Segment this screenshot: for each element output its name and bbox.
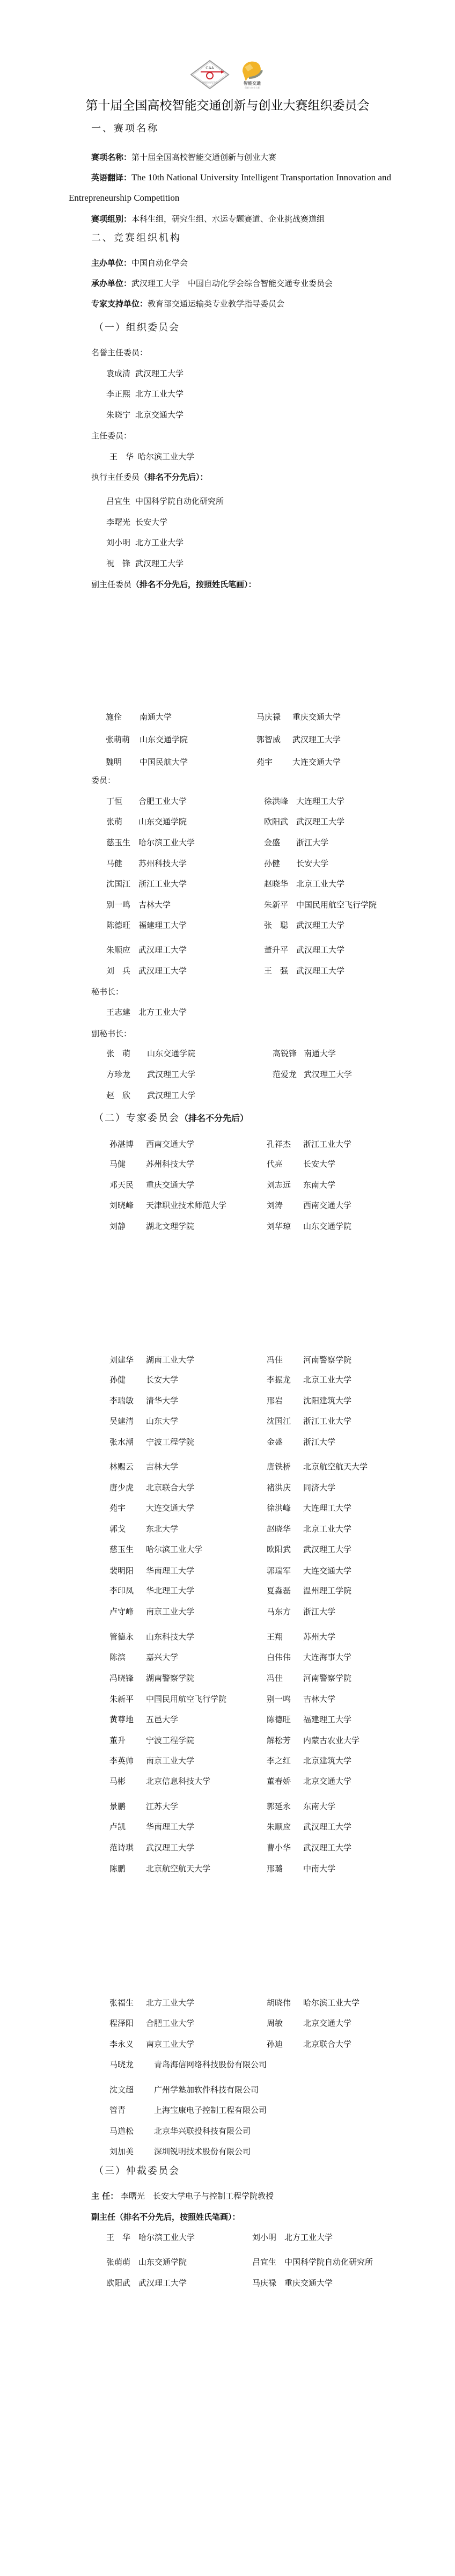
expert-member-org: 同济大学 [303,1483,336,1492]
expert-member-name: 吴建清 [109,1416,134,1426]
committee-member-name: 金盛 [264,838,281,847]
director-label [91,430,131,441]
members-label-text: 委员： [91,775,116,785]
committee-member-name: 董升平 [264,945,289,955]
expert-member-name: 邓天民 [109,1180,134,1190]
deputy-secretary-member-name: 方珍龙 [106,1070,131,1079]
expert-member-name: 马东方 [267,1607,291,1616]
vice-director-member-name: 马庆禄 [256,712,281,722]
vice-director-member-name: 魏明 [106,757,122,767]
expert-member-name: 金盛 [267,1437,283,1447]
expert-member-name: 邢岩 [267,1396,283,1406]
svg-text:CAA: CAA [206,66,214,70]
expert-member-org: 武汉理工大学 [146,1843,195,1853]
expert-member-name: 管德永 [109,1632,134,1642]
committee-member-org: 武汉理工大学 [138,945,187,955]
expert-member-name: 陈鹏 [109,1864,126,1874]
expert-member-org: 大连交通大学 [303,1566,352,1576]
expert-member-org: 苏州大学 [303,1632,336,1642]
field-label: 承办单位： [91,279,132,288]
arbitration-vice-member-name: 张萌萌 [106,2257,131,2267]
expert-member-org: 山东科技大学 [146,1632,195,1642]
expert-member-name: 卢守峰 [109,1607,134,1616]
expert-member-org: 北京联合大学 [146,1483,195,1492]
committee-member-name: 慈玉生 [106,838,131,847]
expert-member-org: 大连海事大学 [303,1652,352,1662]
expert-committee-heading-note: （排名不分先后） [180,1113,249,1123]
expert-company-member-name: 马晓龙 [109,2060,134,2069]
expert-member-org: 湖北文理学院 [146,1221,195,1231]
honorary-member-name: 李正熙 [106,389,131,399]
expert-member-org: 苏州科技大学 [146,1159,195,1169]
expert-member-org: 合肥工业大学 [146,2018,195,2028]
exec-director-label-note: （排名不分先后）： [140,472,208,482]
committee-member-name: 刘 兵 [106,966,131,976]
arbitration-vice-member-name: 吕宜生 [252,2257,277,2267]
committee-member-org: 武汉理工大学 [296,920,345,930]
honorary-director-label: 名誉主任委员： [91,348,148,357]
committee-member-name: 陈德旺 [106,920,131,930]
expert-member-org: 浙江大学 [303,1437,336,1447]
expert-member-name: 郭延永 [267,1802,291,1811]
expert-member-name: 刘华琼 [267,1221,291,1231]
honorary-member-org: 北方工业大学 [135,389,184,399]
arbitration-vice-member-org: 山东交通学院 [138,2257,187,2267]
expert-member-org: 清华大学 [146,1396,179,1406]
expert-member-name: 李之红 [267,1756,291,1766]
org-committee-heading: （一）组织委员会 [94,322,180,333]
exec-director-member-name: 刘小明 [106,538,131,547]
committee-member-org: 合肥工业大学 [138,796,187,806]
expert-member-org: 西南交通大学 [146,1139,195,1149]
arbitration-vice-member-name: 马庆禄 [252,2278,277,2288]
committee-member-org: 山东交通学院 [138,817,187,826]
committee-member-org: 北京工业大学 [296,879,345,889]
exec-director-member-name: 吕宜生 [106,496,131,506]
expert-member-org: 长安大学 [146,1375,179,1385]
expert-member-name: 褚洪庆 [267,1483,291,1492]
expert-member-name: 李瑞敏 [109,1396,134,1406]
expert-member-name: 郭瑞军 [267,1566,291,1576]
expert-member-name: 李永义 [109,2039,134,2049]
expert-member-org: 哈尔滨工业大学 [146,1545,203,1554]
expert-member-org: 湖南工业大学 [146,1355,195,1365]
expert-member-org: 宁波工程学院 [146,1437,195,1447]
members-label [91,774,115,786]
expert-company-member-org: 上海宝康电子控制工程有限公司 [154,2105,267,2115]
field-label: 英语翻译： [91,173,132,182]
vice-director-member-org: 重庆交通大学 [292,712,341,722]
expert-member-org: 中国民用航空飞行学院 [146,1694,227,1704]
vice-director-member-org: 山东交通学院 [140,735,188,744]
logo-group [189,60,275,90]
arbitration-committee-heading-text: （三）仲裁委员会 [94,2165,180,2177]
deputy-secretary-member-name: 赵 欣 [106,1091,131,1100]
committee-member-name: 朱顺应 [106,945,131,955]
expert-company-member-name: 马道松 [109,2126,134,2136]
expert-member-org: 长安大学 [303,1159,336,1169]
expert-member-org: 北京交通大学 [303,2018,352,2028]
deputy-secretary-member-org: 武汉理工大学 [147,1070,196,1079]
deputy-secretary-label-text: 副秘书长： [91,1029,132,1038]
expert-member-org: 中南大学 [303,1864,336,1874]
expert-member-name: 卢凯 [109,1822,126,1832]
expert-member-org: 北京工业大学 [303,1375,352,1385]
arbitration-vice-member-org: 北方工业大学 [284,2233,333,2242]
field-value: 第十届全国高校智能交通创新与创业大赛 [131,152,277,162]
deputy-secretary-member-org: 武汉理工大学 [304,1070,353,1079]
expert-member-name: 程泽阳 [109,2018,134,2028]
exec-director-member-org: 武汉理工大学 [135,559,184,568]
vice-director-member-org: 武汉理工大学 [292,735,341,744]
expert-company-member-org: 广州学塾加软件科技有限公司 [154,2085,259,2095]
expert-member-org: 山东交通学院 [303,1221,352,1231]
field-value: 武汉理工大学 中国自动化学会综合智能交通专业委员会 [131,279,333,288]
expert-member-name: 刘志远 [267,1180,291,1190]
expert-company-member-name: 刘加美 [109,2147,134,2156]
expert-member-org: 大连理工大学 [303,1503,352,1513]
secretary-label-text: 秘书长： [91,987,124,997]
field-value: The 10th National University Intelligent Transportation Innovation and [131,172,391,182]
expert-committee-heading [94,1110,248,1124]
committee-member-org: 武汉理工大学 [296,817,345,826]
vice-director-member-org: 南通大学 [140,712,172,722]
expert-member-name: 欧阳武 [267,1545,291,1554]
expert-member-name: 慈玉生 [109,1545,134,1554]
field-expert-support [91,298,284,309]
vice-director-label [91,579,256,590]
expert-member-org: 南京工业大学 [146,1756,195,1766]
exec-director-member-name: 祝 锋 [106,559,131,568]
vice-director-member-name: 苑宇 [256,757,273,767]
secretary-label [91,986,123,997]
expert-member-name: 张福生 [109,1998,134,2008]
expert-member-name: 刘静 [109,1221,126,1231]
expert-member-org: 华南理工大学 [146,1822,195,1832]
expert-member-org: 北京交通大学 [303,1776,352,1786]
committee-member-org: 浙江工业大学 [138,879,187,889]
director-member-org: 哈尔滨工业大学 [138,452,195,462]
expert-member-name: 裴明阳 [109,1566,134,1576]
expert-member-name: 夏淼磊 [267,1586,291,1596]
expert-member-name: 唐少虎 [109,1483,134,1492]
expert-member-name: 孙迪 [267,2039,283,2049]
secretary-member-org: 北方工业大学 [138,1007,187,1017]
expert-member-name: 代亮 [267,1159,283,1169]
expert-member-org: 重庆交通大学 [146,1180,195,1190]
director-label-text: 主任委员： [91,431,132,441]
deputy-secretary-member-name: 范爱龙 [273,1070,297,1079]
committee-member-org: 福建理工大学 [138,920,187,930]
expert-member-org: 天津职业技术师范大学 [146,1201,227,1210]
field-value: 中国自动化学会 [131,258,188,268]
expert-member-org: 华南理工大学 [146,1566,195,1576]
expert-member-org: 浙江大学 [303,1607,336,1616]
expert-company-member-org: 深圳锐明技术股份有限公司 [154,2147,251,2156]
exec-director-member-org: 北方工业大学 [135,538,184,547]
expert-member-name: 赵晓华 [267,1524,291,1534]
expert-member-org: 内蒙古农业大学 [303,1736,360,1745]
committee-member-name: 朱新平 [264,900,289,910]
arbitration-committee-heading [94,2163,180,2177]
honorary-member-org: 北京交通大学 [135,410,184,420]
expert-member-org: 嘉兴大学 [146,1652,179,1662]
expert-member-name: 郭戈 [109,1524,126,1534]
expert-member-name: 黄尊地 [109,1715,134,1724]
arbitration-vice-member-org: 哈尔滨工业大学 [138,2233,195,2242]
smart-traffic-logo-icon [243,62,262,89]
expert-member-org: 东南大学 [303,1180,336,1190]
expert-member-name: 李英帅 [109,1756,134,1766]
expert-member-name: 王翔 [267,1632,283,1642]
expert-member-org: 南京工业大学 [146,1607,195,1616]
vice-director-label-text: 副主任委员 [91,580,132,589]
committee-member-name: 赵晓华 [264,879,289,889]
expert-member-name: 董春娇 [267,1776,291,1786]
committee-member-org: 武汉理工大学 [296,945,345,955]
expert-member-name: 胡晓伟 [267,1998,291,2008]
expert-member-name: 唐铁桥 [267,1462,291,1472]
expert-member-org: 武汉理工大学 [303,1545,352,1554]
field-organizer [91,277,333,289]
expert-member-org: 山东大学 [146,1416,179,1426]
expert-member-org: 大连交通大学 [146,1503,195,1513]
committee-member-org: 武汉理工大学 [138,966,187,976]
vice-director-member-name: 施佺 [106,712,122,722]
expert-member-org: 北京航空航天大学 [146,1864,211,1874]
field-label: 赛项组别： [91,214,132,224]
expert-member-org: 北京信息科技大学 [146,1776,211,1786]
arbitration-vice-member-name: 刘小明 [252,2233,277,2242]
expert-member-org: 哈尔滨工业大学 [303,1998,360,2008]
arbitration-vice-member-name: 欧阳武 [106,2278,131,2288]
expert-member-org: 吉林大学 [303,1694,336,1704]
exec-director-member-org: 中国科学院自动化研究所 [135,496,224,506]
arbitration-vice-member-org: 重庆交通大学 [284,2278,333,2288]
field-competition-groups [91,213,325,224]
arbitration-chair-label: 主 任： [91,2191,119,2201]
expert-member-name: 解松芳 [267,1736,291,1745]
field-english-translation [91,172,391,183]
expert-member-org: 南京工业大学 [146,2039,195,2049]
field-english-translation-cont: Entrepreneurship Competition [69,193,180,203]
expert-member-org: 福建理工大学 [303,1715,352,1724]
expert-member-name: 周敏 [267,2018,283,2028]
expert-member-org: 河南警察学院 [303,1355,352,1365]
deputy-secretary-member-name: 张 萌 [106,1049,131,1058]
deputy-secretary-member-name: 高锐锋 [273,1049,297,1058]
vice-director-label-note: （排名不分先后，按照姓氏笔画）： [131,580,256,589]
vice-director-member-org: 大连交通大学 [292,757,341,767]
expert-member-name: 邢璐 [267,1864,283,1874]
arbitration-vice-label-text: 副主任（排名不分先后，按照姓氏笔画）： [91,2212,240,2222]
expert-member-org: 东南大学 [303,1802,336,1811]
expert-member-name: 白伟伟 [267,1652,291,1662]
committee-member-org: 哈尔滨工业大学 [138,838,195,847]
expert-member-org: 湖南警察学院 [146,1673,195,1683]
arbitration-vice-member-org: 中国科学院自动化研究所 [284,2257,373,2267]
committee-member-org: 中国民用航空飞行学院 [296,900,377,910]
expert-member-name: 孙健 [109,1375,126,1385]
field-value: 本科生组，研究生组、水运专题赛道、企业挑战赛道组 [131,214,325,224]
committee-member-name: 张萌 [106,817,123,826]
expert-member-name: 马健 [109,1159,126,1169]
expert-member-org: 五邑大学 [146,1715,179,1724]
field-competition-name [91,151,276,163]
page-title: 第十届全国高校智能交通创新与创业大赛组织委员会 [85,99,370,113]
vice-director-member-org: 中国民航大学 [140,757,188,767]
section-heading-competition-name: 一、赛项名称 [91,123,159,134]
expert-member-org: 东北大学 [146,1524,179,1534]
committee-member-org: 苏州科技大学 [138,859,187,868]
honorary-member-name: 朱晓宁 [106,410,131,420]
caa-logo-icon [189,60,275,90]
expert-member-name: 冯佳 [267,1673,283,1683]
expert-member-name: 陈滨 [109,1652,126,1662]
expert-member-name: 刘涛 [267,1201,283,1210]
expert-member-name: 马彬 [109,1776,126,1786]
expert-member-org: 北方工业大学 [146,1998,195,2008]
committee-member-org: 浙江大学 [296,838,329,847]
expert-member-name: 刘建华 [109,1355,134,1365]
arbitration-vice-member-org: 武汉理工大学 [138,2278,187,2288]
committee-member-name: 沈国江 [106,879,131,889]
expert-company-member-name: 沈文超 [109,2085,134,2095]
arbitration-vice-label [91,2211,240,2222]
expert-member-org: 北京航空航天大学 [303,1462,368,1472]
svg-text:智能交通: 智能交通 [244,81,261,86]
arbitration-chair-value: 李曙光 长安大学电子与控制工程学院教授 [118,2191,274,2201]
committee-member-name: 王 强 [264,966,289,976]
expert-member-name: 林赐云 [109,1462,134,1472]
expert-member-org: 武汉理工大学 [303,1822,352,1832]
expert-company-member-name: 管青 [109,2105,126,2115]
committee-member-name: 孙健 [264,859,281,868]
honorary-member-org: 武汉理工大学 [135,369,184,378]
expert-member-name: 冯佳 [267,1355,283,1365]
expert-member-name: 别一鸣 [267,1694,291,1704]
expert-member-name: 苑宇 [109,1503,126,1513]
deputy-secretary-member-org: 南通大学 [304,1049,336,1058]
expert-committee-heading-text: （二）专家委员会 [94,1113,180,1124]
director-member-name: 王 华 [109,452,134,462]
expert-member-name: 孔祥杰 [267,1139,291,1149]
expert-member-name: 朱顺应 [267,1822,291,1832]
arbitration-vice-member-name: 王 华 [106,2233,131,2242]
committee-member-org: 吉林大学 [138,900,171,910]
field-host [91,257,188,268]
committee-member-name: 欧阳武 [264,817,289,826]
expert-member-name: 沈国江 [267,1416,291,1426]
expert-member-name: 冯晓锋 [109,1673,134,1683]
svg-text:中国自动化学会: 中国自动化学会 [202,81,217,84]
committee-member-name: 徐洪峰 [264,796,289,806]
field-label: 专家支持单位： [91,299,148,309]
expert-member-name: 李印凤 [109,1586,134,1596]
expert-member-name: 徐洪峰 [267,1503,291,1513]
committee-member-org: 武汉理工大学 [296,966,345,976]
field-label: 主办单位： [91,258,132,268]
expert-member-org: 沈阳建筑大学 [303,1396,352,1406]
exec-director-member-name: 李曙光 [106,517,131,527]
honorary-member-name: 袁成清 [106,369,131,378]
secretary-member-name: 王志建 [106,1007,131,1017]
expert-member-org: 浙江工业大学 [303,1416,352,1426]
expert-member-org: 西南交通大学 [303,1201,352,1210]
expert-member-name: 曹小华 [267,1843,291,1853]
expert-member-name: 陈德旺 [267,1715,291,1724]
expert-member-name: 刘晓峰 [109,1201,134,1210]
exec-director-label [91,471,208,482]
deputy-secretary-member-org: 武汉理工大学 [147,1091,196,1100]
expert-member-org: 北京建筑大学 [303,1756,352,1766]
expert-member-name: 景鹏 [109,1802,126,1811]
expert-company-member-org: 青岛海信网络科技股份有限公司 [154,2060,267,2069]
vice-director-member-name: 郭智威 [256,735,281,744]
deputy-secretary-label [91,1028,131,1039]
expert-member-name: 孙湛博 [109,1139,134,1149]
vice-director-member-name: 张萌萌 [106,735,130,744]
svg-text:创新与创业大赛: 创新与创业大赛 [245,86,260,89]
expert-member-org: 浙江工业大学 [303,1139,352,1149]
arbitration-chair [91,2190,274,2201]
deputy-secretary-member-org: 山东交通学院 [147,1049,196,1058]
expert-member-org: 宁波工程学院 [146,1736,195,1745]
expert-member-name: 李振龙 [267,1375,291,1385]
committee-member-name: 张 聪 [264,920,289,930]
section-heading-organization: 二、竞赛组织机构 [91,232,181,244]
exec-director-member-org: 长安大学 [135,517,168,527]
expert-member-name: 范诗琪 [109,1843,134,1853]
committee-member-name: 马健 [106,859,123,868]
field-value: 教育部交通运输类专业教学指导委员会 [148,299,285,309]
expert-member-org: 北京联合大学 [303,2039,352,2049]
expert-member-org: 武汉理工大学 [303,1843,352,1853]
expert-member-org: 华北理工大学 [146,1586,195,1596]
expert-member-org: 温州理工学院 [303,1586,352,1596]
committee-member-name: 丁恒 [106,796,123,806]
expert-member-org: 吉林大学 [146,1462,179,1472]
expert-member-org: 河南警察学院 [303,1673,352,1683]
expert-member-name: 朱新平 [109,1694,134,1704]
exec-director-label-text: 执行主任委员 [91,472,140,482]
expert-member-org: 北京工业大学 [303,1524,352,1534]
committee-member-org: 长安大学 [296,859,329,868]
expert-member-org: 江苏大学 [146,1802,179,1811]
committee-member-org: 大连理工大学 [296,796,345,806]
expert-member-name: 张水潮 [109,1437,134,1447]
expert-company-member-org: 北京华兴联投科技有限公司 [154,2126,251,2136]
committee-member-name: 别一鸣 [106,900,131,910]
field-label: 赛项名称： [91,152,132,162]
expert-member-name: 董升 [109,1736,126,1745]
